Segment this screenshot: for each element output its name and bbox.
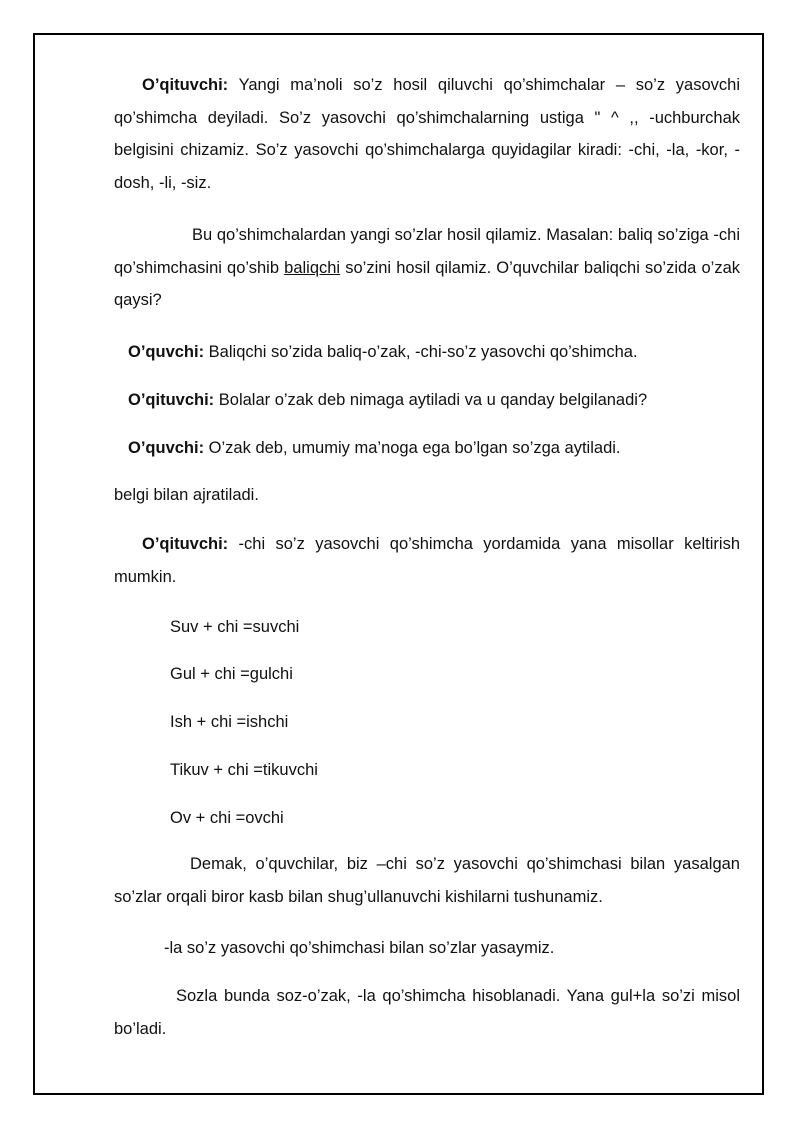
example-line: Suv + chi =suvchi [170,618,300,636]
underlined-word: baliqchi [284,258,341,277]
speaker-label: O’quvchi: [128,439,205,457]
paragraph-example-baliqchi [114,219,740,317]
example-line: Ov + chi =ovchi [170,809,284,827]
paragraph-la-suffix [164,932,790,965]
paragraph-text: Sozla bunda soz-o’zak, -la qo’shimcha hisoblanadi. Yana gul+la so’zi misol bo’ladi. [114,987,740,1038]
dialogue-line-student-1 [128,336,754,369]
paragraph-text: Demak, o’quvchilar, biz –chi so’z yasovchi qo’shimchasi bilan yasalgan so’zlar orqali biror kasb bilan shug’ullanuvchi kishilarni tushunamiz. [114,855,740,906]
dialogue-text: Bolalar o’zak deb nimaga aytiladi va u qanday belgilanadi? [214,391,648,409]
paragraph-intro [114,69,740,199]
paragraph-text: Yangi ma’noli so’z hosil qiluvchi qo’shimchalar – so’z yasovchi qo’shimcha deyiladi. So’z yasovchi qo’shimchalarning ustiga " ^ ,, -uchburchak belgisini chizamiz. So’z yasovchi qo’shimchalarga quyidagilar kiradi: -chi, -la, -kor, -dosh, -li, -siz. [114,76,740,192]
example-line: Gul + chi =gulchi [170,665,293,683]
speaker-label: O’quvchi: [128,343,205,361]
example-line: Ish + chi =ishchi [170,713,289,731]
dialogue-text: Baliqchi so’zida baliq-o’zak, -chi-so’z yasovchi qo’shimcha. [204,343,638,361]
paragraph-text: so’zini hosil qilamiz. O’quvchilar baliqchi so’zida o’zak qaysi? [114,258,740,309]
paragraph-text: -la so’z yasovchi qo’shimchasi bilan so’zlar yasaymiz. [164,939,555,957]
example-line: Tikuv + chi =tikuvchi [170,761,318,779]
paragraph-text: belgi bilan ajratiladi. [114,486,259,504]
paragraph-conclusion [114,848,740,913]
dialogue-line-student-2 [128,432,754,465]
paragraph-belgi [114,479,740,512]
paragraph-text: -chi so’z yasovchi qo’shimcha yordamida yana misollar keltirish mumkin. [114,535,740,586]
speaker-label: O’qituvchi: [142,535,229,553]
paragraph-text: Bu qo’shimchalardan yangi so’zlar hosil qilamiz. Masalan: baliq so’ziga -chi qo’shimchasini qo’shib [114,226,740,277]
dialogue-text: O’zak deb, umumiy ma’noga ega bo’lgan so’zga aytiladi. [204,439,621,457]
paragraph-sozla [114,980,740,1045]
paragraph-chi-examples-intro [114,528,740,593]
dialogue-line-teacher-1 [128,384,754,417]
speaker-label: O’qituvchi: [128,391,215,409]
speaker-label: O’qituvchi: [142,76,229,94]
